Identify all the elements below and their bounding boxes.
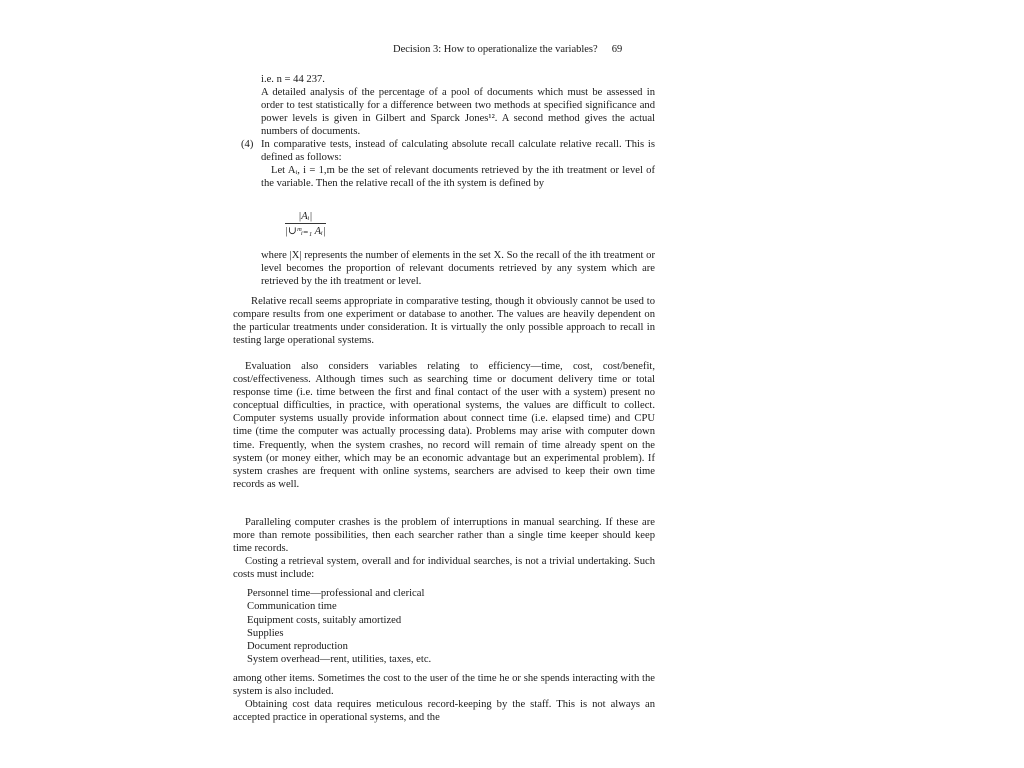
item-4-definition: Let Aᵢ, i = 1,m be the set of relevant documents retrieved by the ith treatment or level of the variable. Then the relative recall of the ith system is defined by xyxy=(261,165,655,190)
paragraph-detailed-analysis: A detailed analysis of the percentage of a pool of documents which must be assessed in order to test statistically for a difference between two methods at specified significance and power levels is given in Gilbert and Sparck Jones¹². A second method gives the actual numbers of documents. xyxy=(261,87,655,138)
running-title: Decision 3: How to operationalize the variables? xyxy=(393,44,598,55)
item-4-where: where |X| represents the number of elements in the set X. So the recall of the ith treatment or level becomes the proportion of relevant documents retrieved by any system which are retrieved by the ith treatment or level. xyxy=(261,250,655,288)
item-4-text: In comparative tests, instead of calculating absolute recall calculate relative recall. This is defined as follows: xyxy=(261,139,655,164)
list-item: Document reproduction xyxy=(247,641,348,653)
paragraph-paralleling: Paralleling computer crashes is the problem of interruptions in manual searching. If these are more than remote possibilities, then each searcher rather than a single time keeper should keep time records. xyxy=(233,517,655,555)
item-number-4: (4) xyxy=(241,139,254,150)
relative-recall-formula xyxy=(285,210,326,238)
list-item: System overhead—rent, utilities, taxes, etc. xyxy=(247,654,432,666)
paragraph-obtaining-cost-data: Obtaining cost data requires meticulous record-keeping by the staff. This is not always an accepted practice in operational systems, and the xyxy=(233,699,655,724)
paragraph-costing: Costing a retrieval system, overall and for individual searches, is not a trivial undertaking. Such costs must include: xyxy=(233,556,655,581)
book-page xyxy=(233,40,655,760)
cost-items-list xyxy=(247,587,431,667)
paragraph-evaluation: Evaluation also considers variables relating to efficiency—time, cost, cost/benefit, cost/effectiveness. Although times such as searching time or document delivery time or total response time (i.e. time between the first and final contact of the user with a system) present no conceptual difficulties, in practice, with operational systems, the values are difficult to collect. Computer systems usually provide information about connect time (i.e. elapsed time) and CPU time (time the computer was actually processing data). Problems may arise with computer down time. Frequently, when the system crashes, no record will remain of time already spent on the system (or money either, which may be an economic advantage but an experimental problem). If system crashes are frequent with online systems, searchers are advised to keep their own time records as well. xyxy=(233,361,655,490)
equation-result: i.e. n = 44 237. xyxy=(261,74,325,85)
running-header xyxy=(393,43,655,56)
list-item: Communication time xyxy=(247,601,337,613)
formula-denominator: |∪ᵐᵢ₌₁ Aᵢ| xyxy=(285,223,326,238)
paragraph-relative-recall: Relative recall seems appropriate in comparative testing, though it obviously cannot be used to compare results from one experiment or database to another. The values are heavily dependent on the particular treatments under consideration. It is virtually the only possible approach to recall in testing large operational systems. xyxy=(233,296,655,347)
page-number: 69 xyxy=(611,44,623,55)
formula-numerator: |Aᵢ| xyxy=(298,211,313,222)
list-item: Personnel time—professional and clerical xyxy=(247,588,425,599)
list-item: Equipment costs, suitably amortized xyxy=(247,614,402,626)
paragraph-among-other-items: among other items. Sometimes the cost to the user of the time he or she spends interacting with the system is also included. xyxy=(233,673,655,698)
list-item: Supplies xyxy=(247,627,284,639)
